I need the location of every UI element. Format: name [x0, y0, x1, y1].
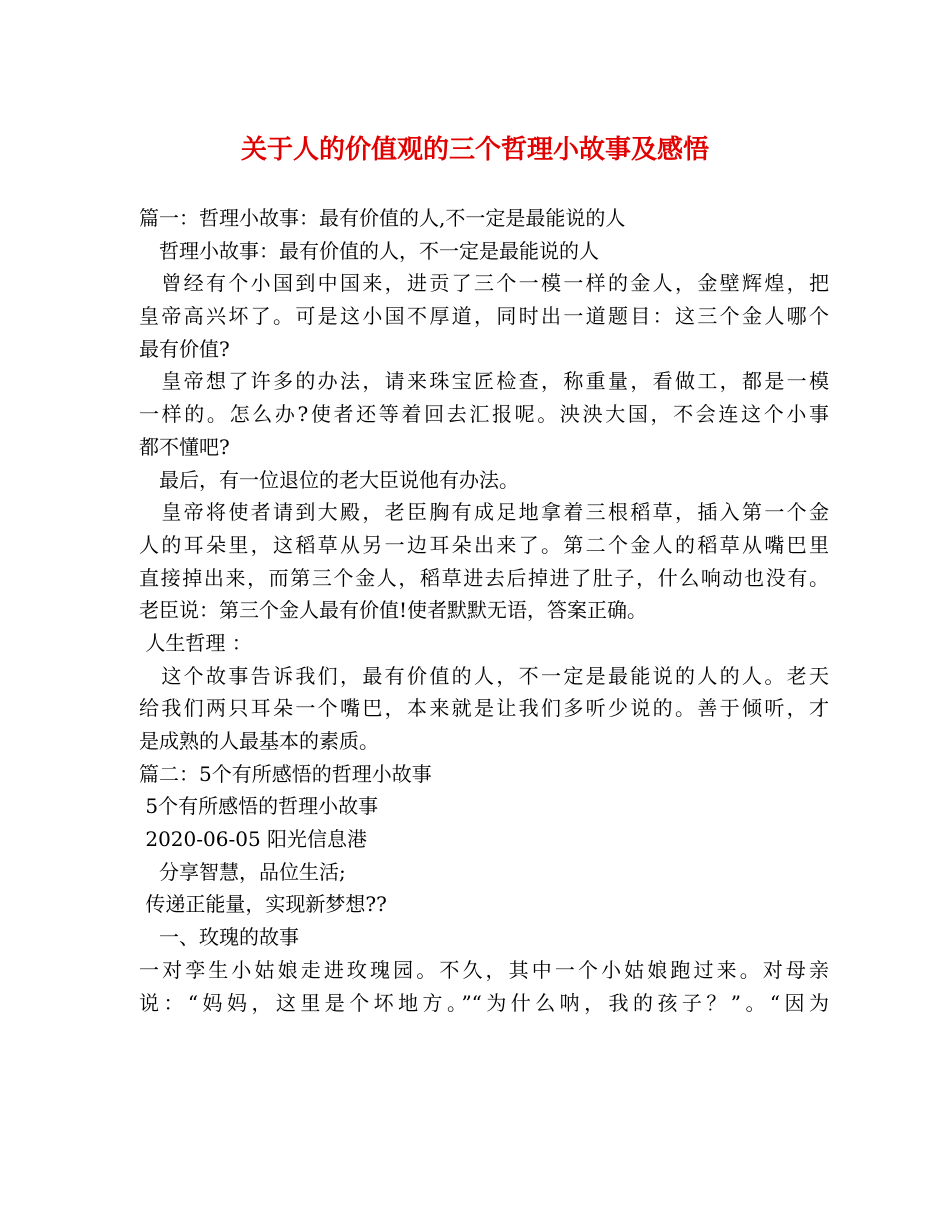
text-line: 最后，有一位退位的老大臣说他有办法。: [139, 467, 519, 492]
text-line: 篇一：哲理小故事：最有价值的人,不一定是最能说的人: [139, 206, 626, 230]
text-line: 人的耳朵里，这稻草从另一边耳朵出来了。第二个金人的稻草从嘴巴里: [139, 532, 829, 557]
text-line: 皇帝高兴坏了。可是这小国不厚道，同时出一道题目：这三个金人哪个: [139, 304, 829, 329]
text-line: 2020-06-05 阳光信息港: [139, 827, 368, 852]
text-line: 哲理小故事：最有价值的人，不一定是最能说的人: [139, 238, 599, 263]
text-line: 一、玫瑰的故事: [139, 925, 299, 950]
text-line: 一样的。怎么办?使者还等着回去汇报呢。泱泱大国，不会连这个小事: [139, 402, 829, 427]
text-line: 说：“妈妈，这里是个坏地方。”“为什么呐，我的孩子？”。“因为: [139, 990, 829, 1015]
text-line: 皇帝想了许多的办法，请来珠宝匠检查，称重量，看做工，都是一模: [139, 369, 829, 394]
text-line: 老臣说：第三个金人最有价值!使者默默无语，答案正确。: [139, 598, 648, 623]
text-line: 皇帝将使者请到大殿，老臣胸有成足地拿着三根稻草，插入第一个金: [139, 500, 829, 525]
text-line: 曾经有个小国到中国来，进贡了三个一模一样的金人，金壁辉煌，把: [139, 271, 829, 296]
text-line: 给我们两只耳朵一个嘴巴，本来就是让我们多听少说的。善于倾听，才: [139, 696, 829, 721]
text-line: 一对孪生小姑娘走进玫瑰园。不久，其中一个小姑娘跑过来。对母亲: [139, 957, 829, 982]
text-line: 这个故事告诉我们，最有价值的人，不一定是最能说的人的人。老天: [139, 663, 829, 688]
text-line: 篇二：5个有所感悟的哲理小故事: [139, 761, 432, 786]
text-line: 分享智慧，品位生活;: [139, 859, 346, 884]
document-title: 关于人的价值观的三个哲理小故事及感悟: [240, 135, 709, 165]
text-line: 5个有所感悟的哲理小故事: [139, 794, 379, 819]
text-line: 都不懂吧?: [139, 434, 230, 459]
text-line: 最有价值?: [139, 336, 230, 361]
document-body: [139, 202, 829, 1019]
text-line: 传递正能量，实现新梦想??: [139, 892, 387, 917]
text-line: 直接掉出来，而第三个金人，稻草进去后掉进了肚子，什么响动也没有。: [139, 565, 829, 590]
text-line: 人生哲理 ：: [139, 630, 252, 655]
text-line: 是成熟的人最基本的素质。: [139, 729, 379, 753]
